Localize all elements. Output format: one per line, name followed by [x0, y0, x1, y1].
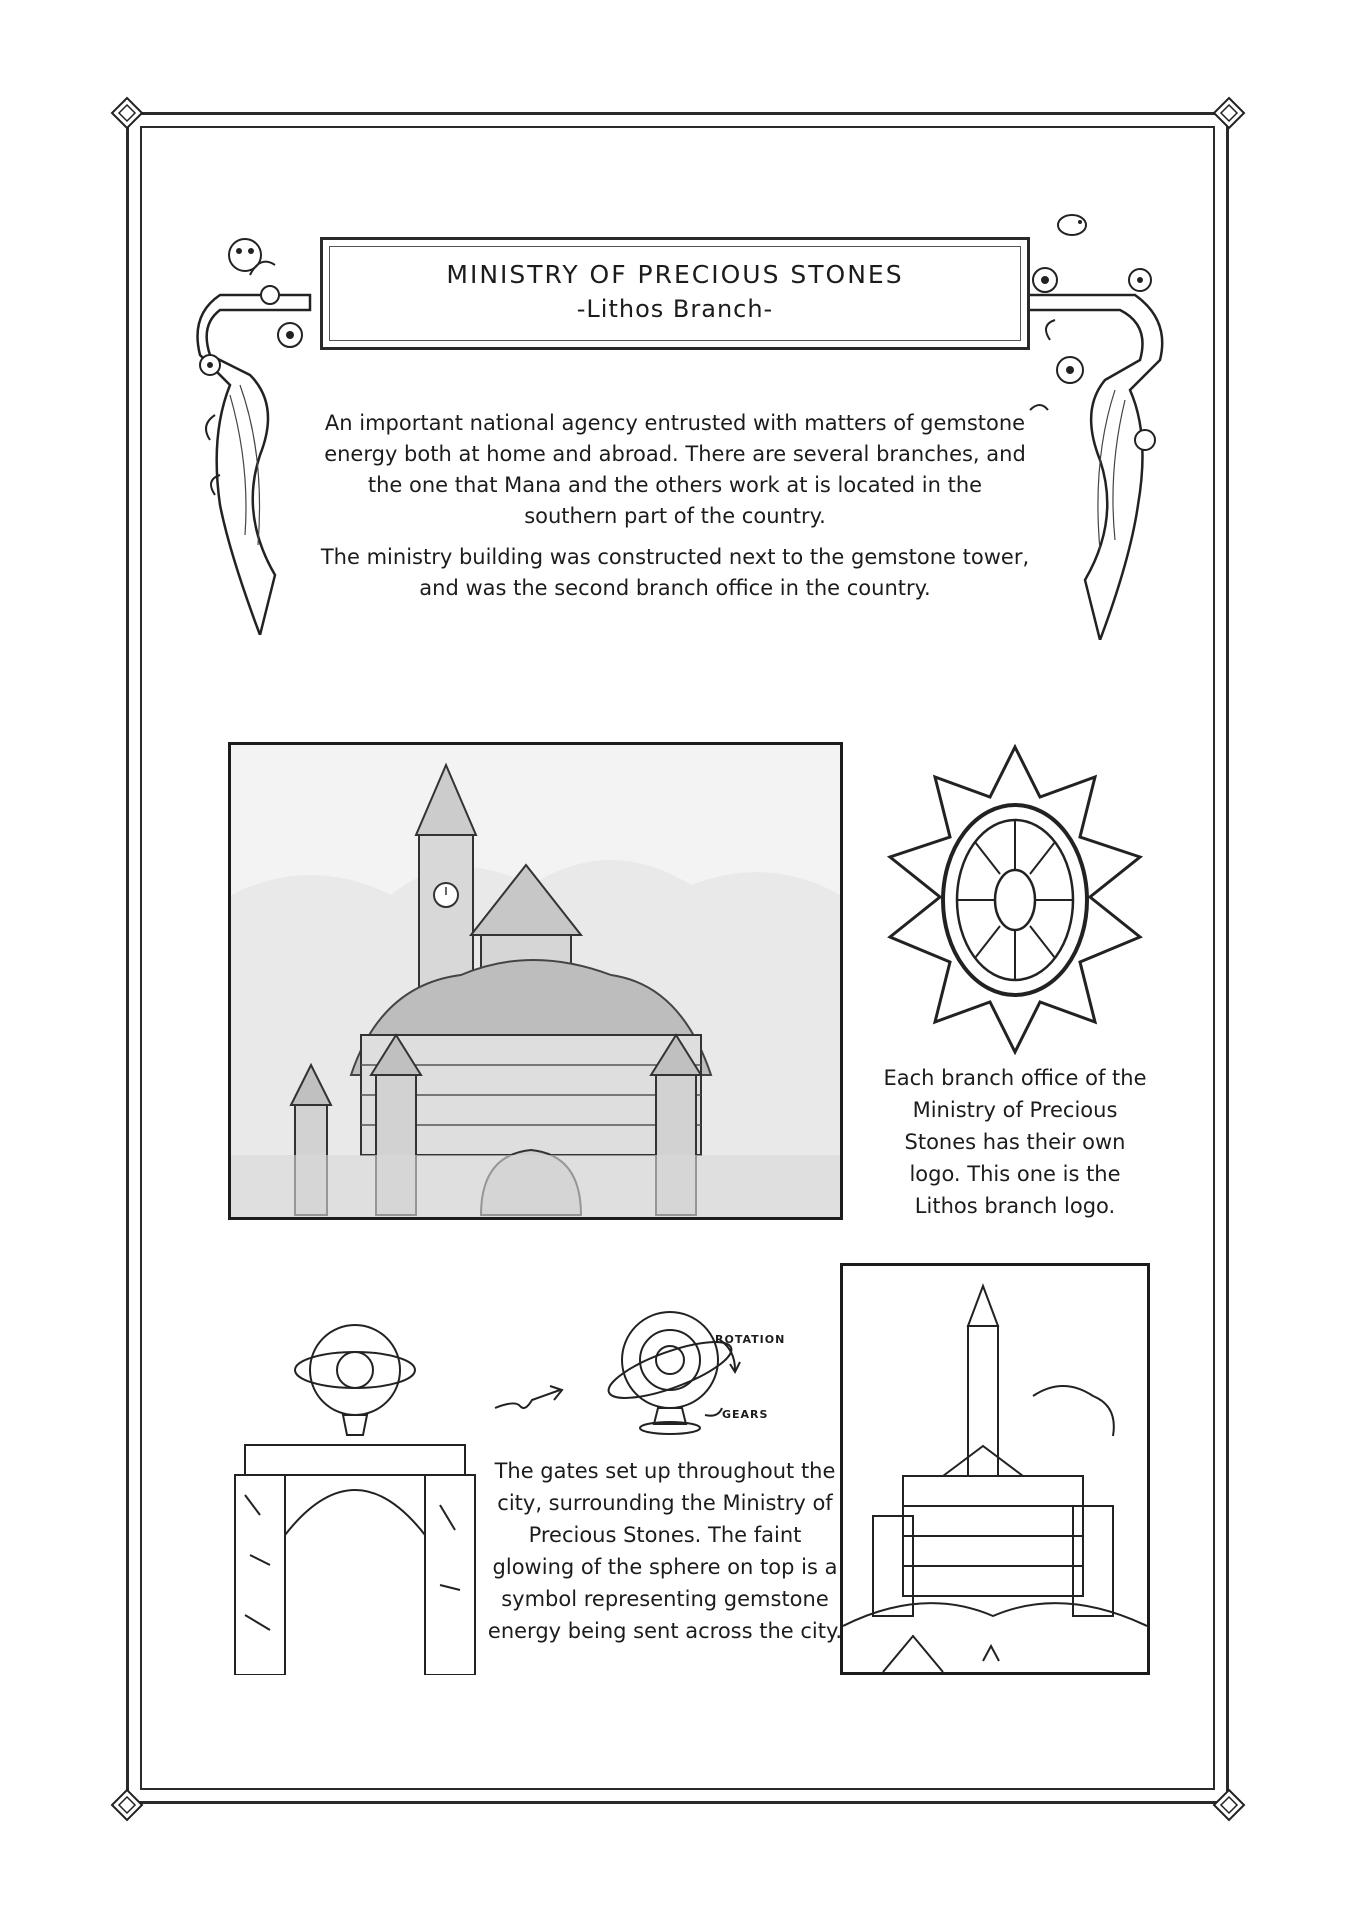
corner-gem-icon-bottom-right — [1212, 1788, 1246, 1822]
gate-sphere-sketch — [570, 1300, 820, 1440]
page-title: MINISTRY OF PRECIOUS STONES — [446, 260, 904, 289]
intro-paragraph-2: The ministry building was constructed next to the gemstone tower, and was the second branch office in the country. — [320, 545, 1030, 600]
logo-caption: Each branch office of the Ministry of Precious Stones has their own logo. This one is the Lithos branch logo. — [883, 1066, 1147, 1218]
gate-caption: The gates set up throughout the city, surrounding the Ministry of Precious Stones. The faint glowing of the sphere on top is a symbol representing gemstone energy being sent across the city. — [487, 1459, 843, 1643]
rotation-label: ROTATION — [715, 1333, 786, 1346]
corner-gem-icon-top-left — [110, 96, 144, 130]
lithos-branch-logo — [880, 742, 1150, 1057]
title-banner — [320, 237, 1030, 350]
page-subtitle: -Lithos Branch- — [576, 295, 774, 323]
corner-gem-icon-top-right — [1212, 96, 1246, 130]
gears-label: GEARS — [722, 1408, 769, 1421]
tower-sketch-illustration — [840, 1263, 1150, 1675]
intro-paragraph-1: An important national agency entrusted with matters of gemstone energy both at home and abroad. There are several branches, and the one that Mana and the others work at is located in the southern part of the country. — [324, 411, 1026, 528]
intro-text — [320, 408, 1030, 614]
city-gate-sketch — [225, 1295, 485, 1675]
right-ribbon-flowers-illustration — [1020, 200, 1170, 640]
corner-gem-icon-bottom-left — [110, 1788, 144, 1822]
arrow-icon — [490, 1380, 570, 1420]
ministry-building-illustration — [228, 742, 843, 1220]
left-ribbon-flowers-illustration — [190, 215, 330, 635]
